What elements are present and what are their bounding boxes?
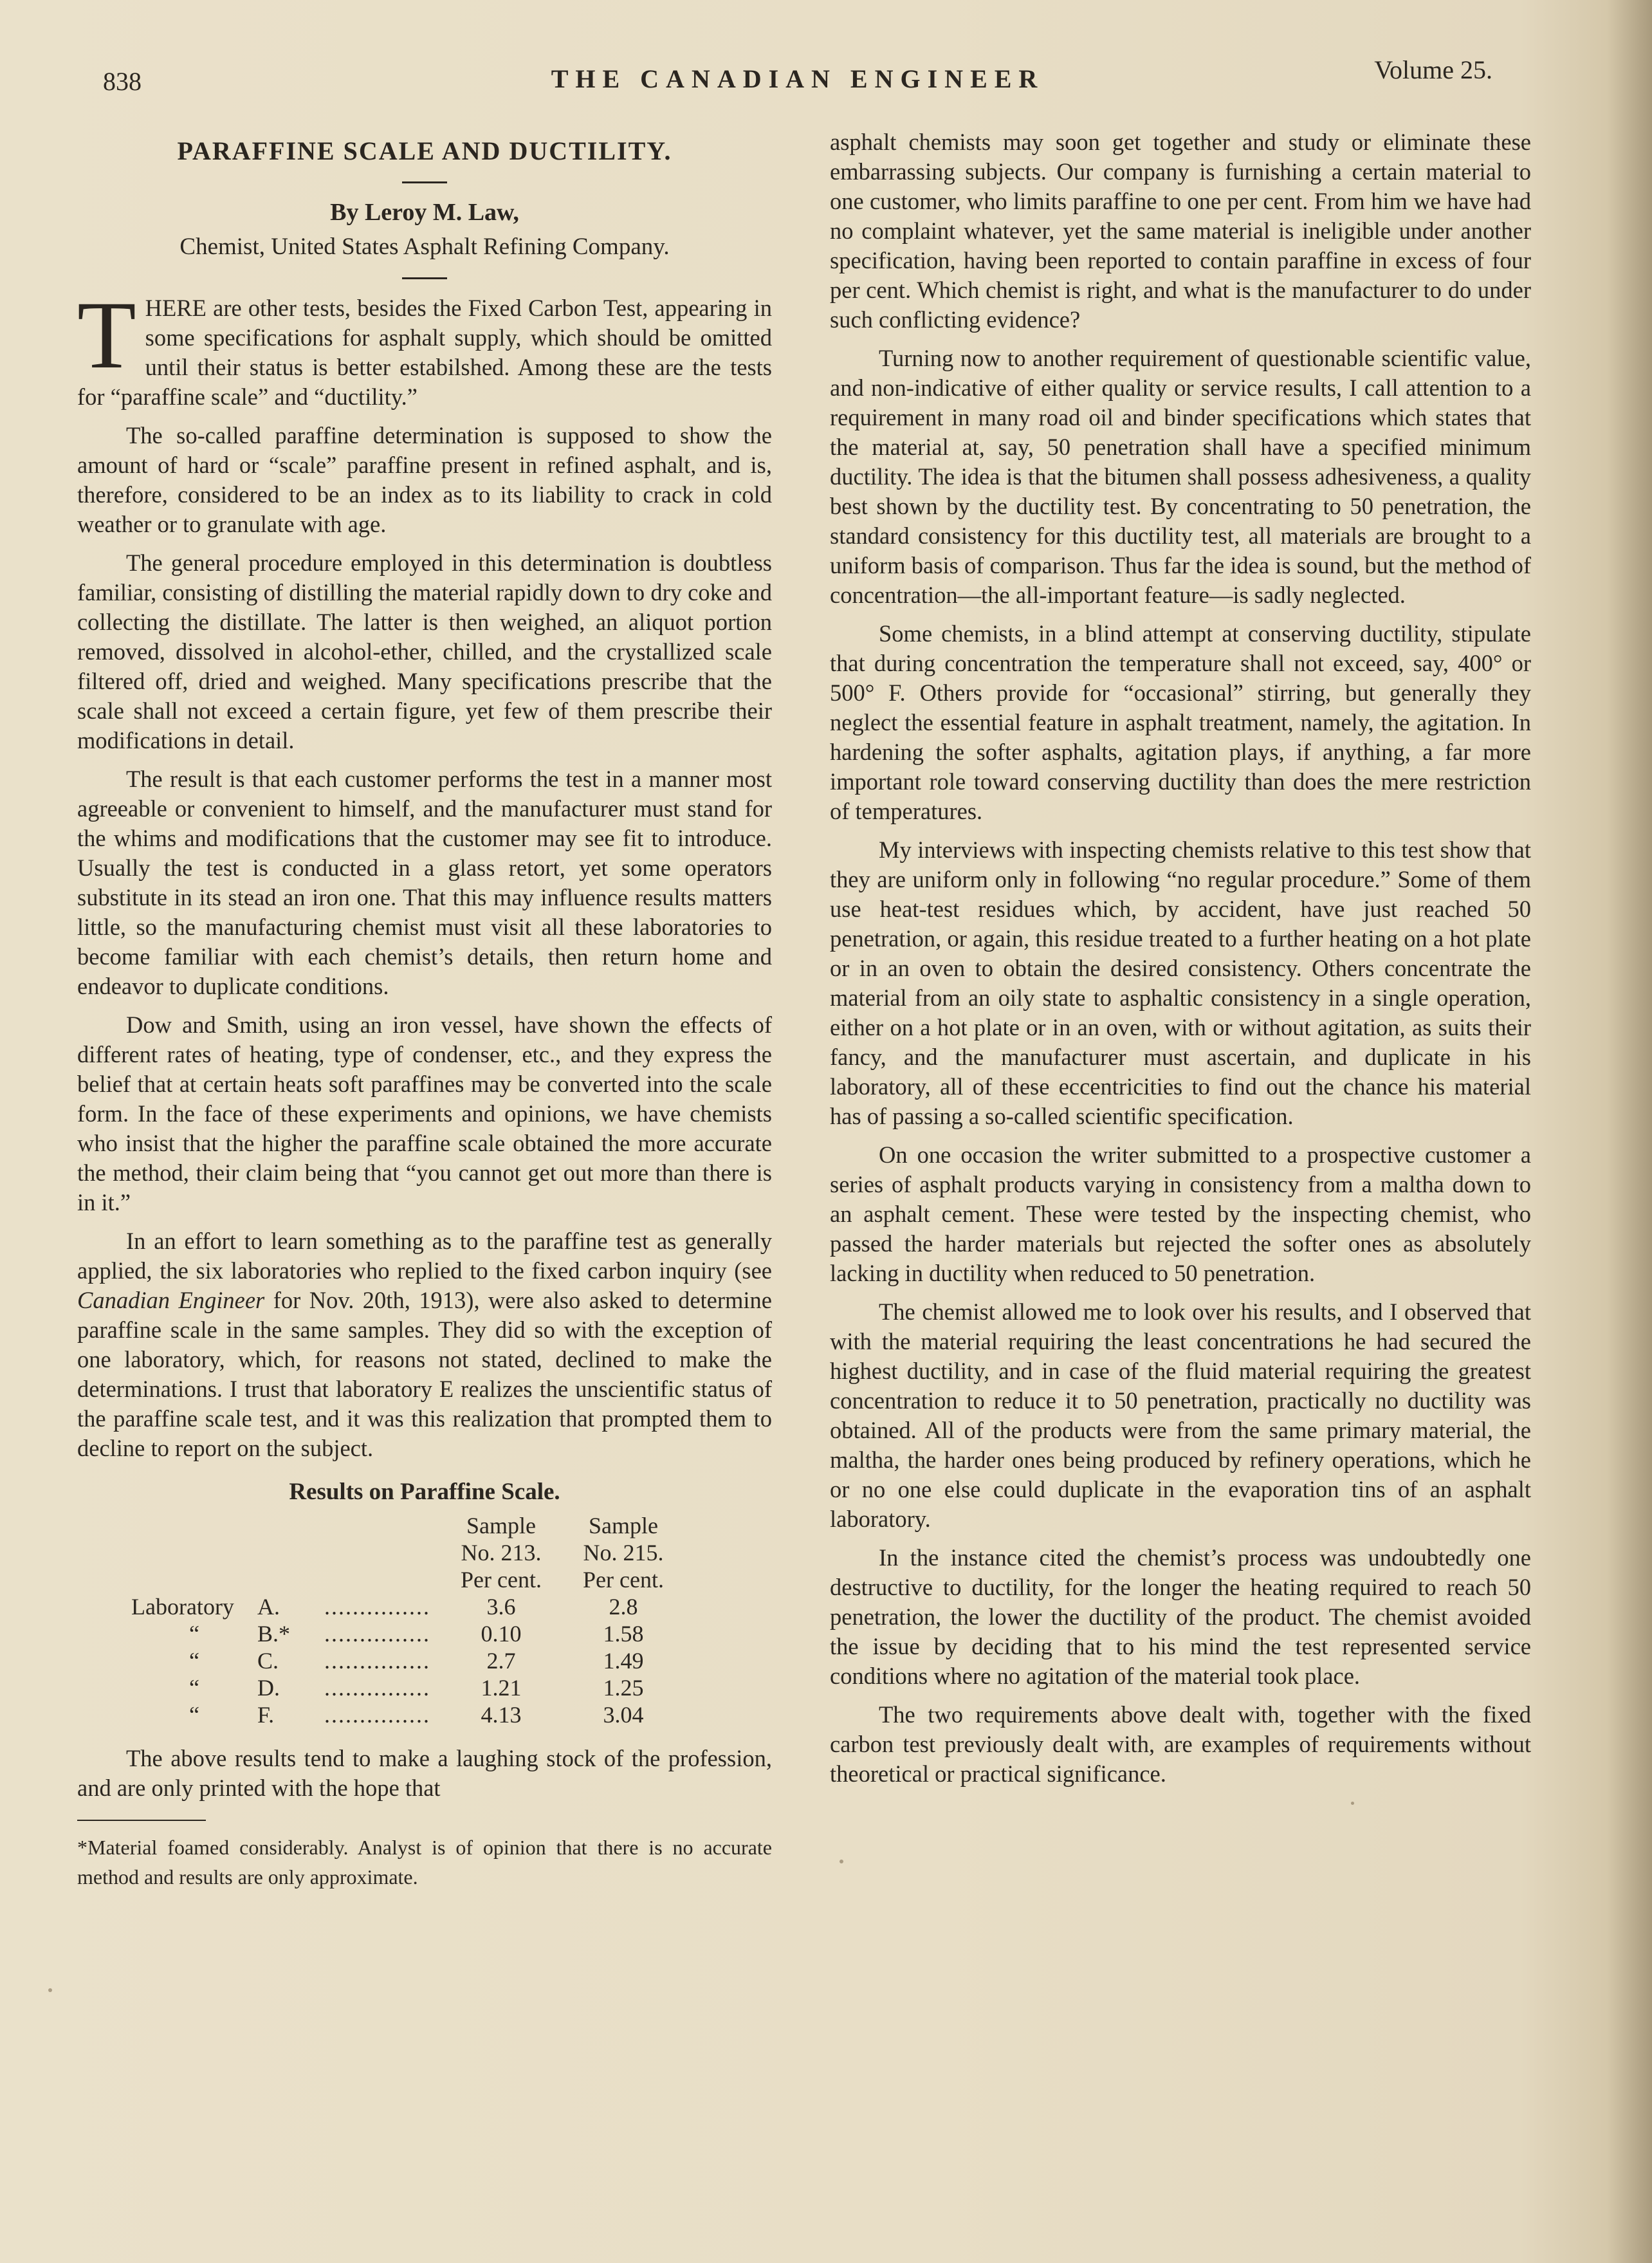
value-sample-213: 2.7 <box>486 1648 516 1674</box>
laboratory-prefix: “ <box>189 1648 199 1674</box>
laboratory-name: B.* <box>257 1621 291 1647</box>
paragraph: The result is that each customer performs the test in a manner most agreeable or convenient to himself, and the manufacturer must stand for the whims and modifications that the customer may see fit to introduce. Usually the test is conducted in a glass retort, yet some operators substitute in its stead an iron one. That this may influence results matters little, so the manufacturing chemist must visit all these laboratories to become familiar with each chemist’s details, then return home and endeavor to duplicate conditions. <box>77 766 772 999</box>
table-row <box>131 1701 684 1728</box>
value-sample-213: 4.13 <box>481 1702 522 1728</box>
value-sample-215: 2.8 <box>609 1594 638 1620</box>
paragraph-text: for Nov. 20th, 1913), were also asked to determine paraffine scale in the same samples. They did so with the exception of one laboratory, which, for reasons not stated, declined to make the determinations. I trust that laboratory E realizes the unscientific status of the paraffine scale test, and it was this realization that prompted them to decline to report on the subject. <box>77 1287 773 1461</box>
header-spacer <box>131 1566 440 1593</box>
paper-speck <box>48 1988 52 1992</box>
header-sample-213: Per cent. <box>461 1567 542 1593</box>
paragraph: The chemist allowed me to look over his results, and I observed that with the material requiring the least concentrations he had secured the highest ductility, and in case of the fluid material requiring the greatest concentration to reduce it to 50 penetration, practically no ductility was obtained. All of the products were from the same primary material, the maltha, the harder ones being produced by refinery operations, which he or no one else could duplicate in the evaporation tins of an asphalt laboratory. <box>830 1298 1531 1532</box>
laboratory-prefix: Laboratory <box>131 1594 234 1620</box>
laboratory-cell <box>131 1620 324 1647</box>
page-number: 838 <box>103 67 142 96</box>
paragraph: The two requirements above dealt with, together with the fixed carbon test previously dealt with, are examples of requirements without theoretical or practical significance. <box>830 1701 1531 1787</box>
laboratory-prefix: “ <box>189 1675 199 1701</box>
paragraph: Turning now to another requirement of questionable scientific value, and non-indicative of either quality or service results, I call attention to a requirement in many road oil and binder specifications which states that the material at, say, 50 penetration shall have a specified minimum ductility. The idea is that the bitumen shall possess adhesiveness, a quality best shown by the ductility test. By concentrating to 50 penetration, the standard consistency for this ductility test, all materials are brought to a uniform basis of comparison. Thus far the idea is sound, but the method of concentration—the all-important feature—is sadly neglected. <box>830 345 1531 608</box>
laboratory-name: D. <box>257 1675 280 1701</box>
binding-shadow <box>1607 0 1652 2263</box>
header-spacer <box>131 1539 440 1566</box>
table-header-row <box>131 1539 684 1566</box>
table-row <box>131 1674 684 1701</box>
article-title: PARAFFINE SCALE AND DUCTILITY. <box>177 136 672 165</box>
paragraph-effort <box>77 1226 772 1463</box>
table-header-row <box>131 1566 684 1593</box>
paragraph: The so-called paraffine determination is supposed to show the amount of hard or “scale” paraffine present in refined asphalt, and is, therefore, considered to be an index as to its liability to crack in cold weather or to granulate with age. <box>77 422 772 537</box>
byline-rule <box>402 277 447 279</box>
laboratory-cell <box>131 1674 324 1701</box>
left-column <box>77 129 772 1901</box>
header-sample-213: Sample <box>466 1513 536 1538</box>
laboratory-name: F. <box>257 1702 275 1728</box>
header-sample-215: Sample <box>589 1513 658 1538</box>
value-sample-215: 3.04 <box>603 1702 644 1728</box>
laboratory-cell <box>131 1647 324 1674</box>
header-spacer <box>131 1512 440 1539</box>
paragraph: My interviews with inspecting chemists relative to this test show that they are uniform only in following “no regular procedure.” Some of them use heat-test residues which, by accident, have just reached 50 penetration, or again, this residue treated to a further heating on a hot plate or in an oven to obtain the desired consistency. Others concentrate the material from an oily state to asphaltic consistency in a single operation, either on a hot plate or in an oven, with or without agitation, as suits their fancy, and the manufacturer must ascertain, and duplicate in his laboratory, all of these eccentricities to find out the chance his material has of passing a so-called scientific specification. <box>830 836 1531 1129</box>
paragraph: In the instance cited the chemist’s process was undoubtedly one destructive to ductility, for the longer the heating required to reach 50 penetration, the lower the ductility of the product. The chemist avoided the issue by deciding that to his mind the test represented service conditions where no agitation of the material took place. <box>830 1544 1531 1689</box>
header-sample-215: Per cent. <box>583 1567 664 1593</box>
paper-speck <box>840 1860 843 1863</box>
drop-cap: T <box>77 282 136 389</box>
paragraph: asphalt chemists may soon get together and study or eliminate these embarrassing subjects. Our company is furnishing a certain material to one customer, who limits paraffine to one per cent. From him we have had no complaint whatever, yet the same material is ineligible under another specification, having been reported to contain paraffine in excess of four per cent. Which chemist is right, and what is the manufacturer to do under such conflicting evidence? <box>830 129 1531 333</box>
leader-dots: ............... <box>324 1675 430 1701</box>
header-sample-213: No. 213. <box>461 1540 542 1566</box>
value-sample-213: 1.21 <box>481 1675 522 1701</box>
leader-dots: ............... <box>324 1621 430 1647</box>
leader-dots: ............... <box>324 1702 430 1728</box>
table-row <box>131 1593 684 1620</box>
value-sample-213: 3.6 <box>486 1594 516 1620</box>
results-table <box>131 1512 684 1728</box>
title-rule <box>402 181 447 183</box>
laboratory-name: A. <box>257 1594 280 1620</box>
paragraph-text: In an effort to learn something as to the paraffine test as generally applied, the six laboratories who replied to the fixed carbon inquiry (see <box>77 1228 772 1284</box>
right-column <box>830 127 1531 1798</box>
table-title: Results on Paraffine Scale. <box>289 1479 560 1505</box>
paragraph: The general procedure employed in this determination is doubtless familiar, consisting of distilling the material rapidly down to dry coke and collecting the distillate. The latter is then weighed, an aliquot portion removed, dissolved in alcohol-ether, chilled, and the crystallized scale filtered off, dried and weighed. Many specifications prescribe that the scale shall not exceed a certain figure, yet few of them prescribe their modifications in detail. <box>77 550 772 753</box>
value-sample-213: 0.10 <box>481 1621 522 1647</box>
laboratory-prefix: “ <box>189 1702 199 1728</box>
footnote: *Material foamed considerably. Analyst is of opinion that there is no accurate method and results are only approximate. <box>77 1836 772 1889</box>
paragraph: The above results tend to make a laughing stock of the profession, and are only printed with the hope that <box>77 1745 772 1801</box>
laboratory-cell <box>131 1701 324 1728</box>
journal-citation: Canadian Engineer <box>77 1287 265 1313</box>
value-sample-215: 1.49 <box>603 1648 644 1674</box>
laboratory-prefix: “ <box>189 1621 199 1647</box>
header-sample-215: No. 215. <box>583 1540 664 1566</box>
table-header-row <box>131 1512 684 1539</box>
table-row <box>131 1620 684 1647</box>
author-affiliation: Chemist, United States Asphalt Refining Company. <box>179 234 670 260</box>
leader-dots: ............... <box>324 1648 430 1674</box>
journal-title: THE CANADIAN ENGINEER <box>551 64 1045 93</box>
leader-dots: ............... <box>324 1594 430 1620</box>
running-head <box>103 55 1492 106</box>
value-sample-215: 1.25 <box>603 1675 644 1701</box>
paragraph: Dow and Smith, using an iron vessel, have shown the effects of different rates of heating, type of condenser, etc., and they express the belief that at certain heats soft paraffines may be converted into the scale form. In the face of these experiments and opinions, we have chemists who insist that the higher the paraffine scale obtained the more accurate the method, their claim being that “you cannot get out more than there is in it.” <box>77 1011 772 1215</box>
table-row <box>131 1647 684 1674</box>
paragraph: Some chemists, in a blind attempt at conserving ductility, stipulate that during concentration the temperature shall not exceed, say, 400° or 500° F. Others provide for “occasional” stirring, but generally they neglect the essential feature in asphalt treatment, namely, the agitation. In hardening the softer asphalts, agitation plays, if anything, a far more important role toward conserving ductility than does the mere restriction of temperatures. <box>830 620 1531 824</box>
footnote-rule <box>77 1820 206 1821</box>
paragraph-intro <box>77 282 772 412</box>
laboratory-cell <box>131 1593 324 1620</box>
paper-speck <box>1351 1802 1354 1805</box>
volume-label: Volume 25. <box>1374 55 1492 84</box>
laboratory-name: C. <box>257 1648 279 1674</box>
value-sample-215: 1.58 <box>603 1621 644 1647</box>
paragraph: On one occasion the writer submitted to a prospective customer a series of asphalt products varying in consistency from a maltha down to an asphalt cement. These were tested by the inspecting chemist, who passed the harder materials but rejected the softer ones as absolutely lacking in ductility when reduced to 50 penetration. <box>830 1141 1531 1286</box>
paragraph-intro-text: HERE are other tests, besides the Fixed Carbon Test, appearing in some specifications for asphalt supply, which should be omitted until their status is better estabilshed. Among these are the tests for “paraffine scale” and “ductility.” <box>77 295 772 410</box>
byline: By Leroy M. Law, <box>330 199 519 226</box>
